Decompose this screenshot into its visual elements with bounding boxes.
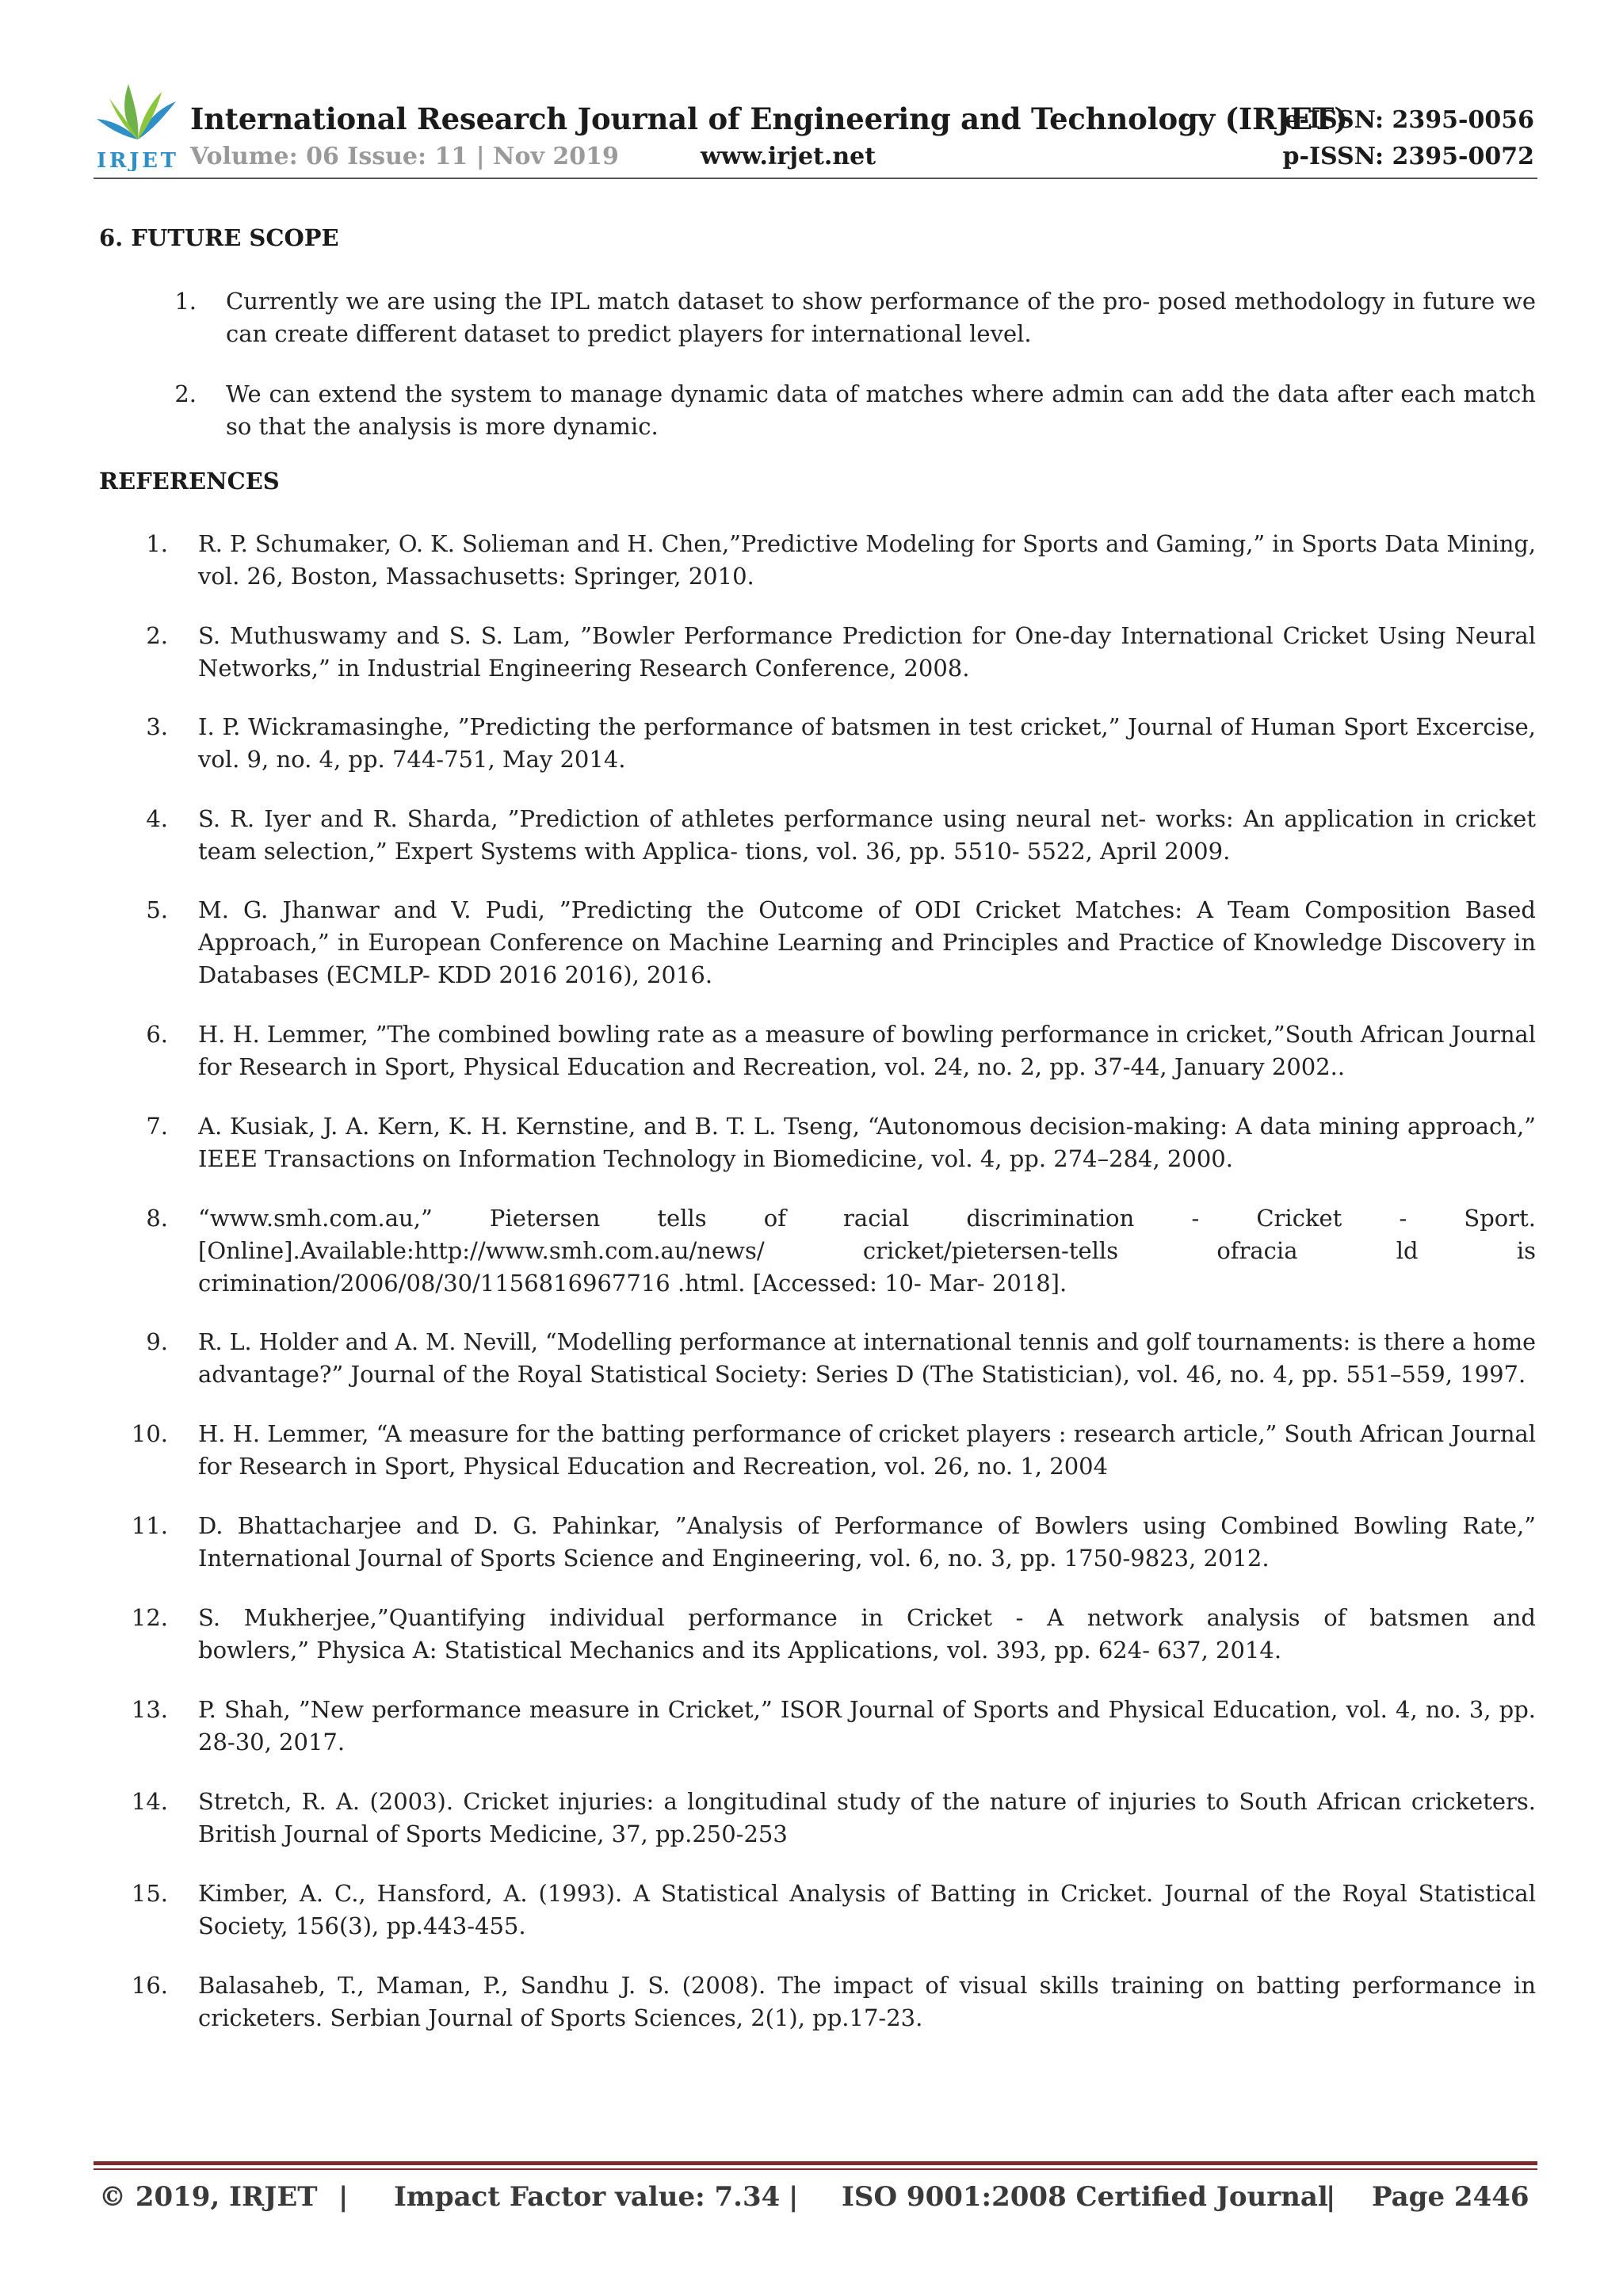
- reference-item-line: Society, 156(3), pp.443-455.: [198, 1912, 526, 1939]
- reference-item-line: vol. 9, no. 4, pp. 744-751, May 2014.: [198, 746, 626, 773]
- reference-item-line: H. H. Lemmer, “A measure for the batting performance of cricket players : research article,” South African Journal: [198, 1420, 1537, 1447]
- reference-item-line: D. Bhattacharjee and D. G. Pahinkar, ”Analysis of Performance of Bowlers using Combined Bowling Rate,”: [198, 1512, 1536, 1539]
- future-scope-item-number: 2.: [174, 380, 197, 407]
- reference-item-line: cricketers. Serbian Journal of Sports Sciences, 2(1), pp.17-23.: [198, 2004, 923, 2031]
- reference-item-number: 12.: [131, 1604, 168, 1631]
- reference-item-line: Stretch, R. A. (2003). Cricket injuries: a longitudinal study of the nature of injuries to South African cricketers.: [198, 1788, 1536, 1815]
- journal-website: www.irjet.net: [701, 143, 876, 170]
- journal-footer: [99, 2181, 1537, 2221]
- reference-item-number: 14.: [131, 1788, 168, 1815]
- reference-item-number: 11.: [131, 1512, 168, 1539]
- reference-item-line: bowlers,” Physica A: Statistical Mechanics and its Applications, vol. 393, pp. 624- 637, 2014.: [198, 1637, 1282, 1664]
- reference-item-line: IEEE Transactions on Information Technology in Biomedicine, vol. 4, pp. 274–284, 2000.: [198, 1145, 1233, 1172]
- footer-separator: |: [1326, 2181, 1336, 2213]
- reference-item-line: Approach,” in European Conference on Machine Learning and Principles and Practice of Knowledge Discovery in: [198, 929, 1536, 956]
- reference-item-number: 1.: [146, 530, 168, 557]
- reference-item-line: British Journal of Sports Medicine, 37, pp.250-253: [198, 1820, 788, 1847]
- reference-item-line: P. Shah, ”New performance measure in Cricket,” ISOR Journal of Sports and Physical Education, vol. 4, no. 3, pp.: [198, 1696, 1536, 1723]
- e-issn: e-ISSN: 2395-0056: [1284, 106, 1534, 134]
- reference-item-number: 13.: [131, 1696, 168, 1723]
- footer-copyright: © 2019, IRJET: [99, 2181, 318, 2213]
- reference-item-line: H. H. Lemmer, ”The combined bowling rate as a measure of bowling performance in cricket,”South African Journal: [198, 1021, 1536, 1048]
- footer-divider: [94, 2161, 1537, 2165]
- reference-item-line: S. Muthuswamy and S. S. Lam, ”Bowler Performance Prediction for One-day International Cricket Using Neural: [198, 622, 1536, 649]
- future-scope-item-line: can create different dataset to predict players for international level.: [226, 320, 1032, 347]
- references-heading: REFERENCES: [99, 468, 280, 495]
- reference-item-line: 28-30, 2017.: [198, 1729, 346, 1755]
- reference-item-line: S. Mukherjee,”Quantifying individual performance in Cricket - A network analysis of batsmen and: [198, 1604, 1536, 1631]
- reference-item-line: vol. 26, Boston, Massachusetts: Springer, 2010.: [198, 563, 754, 590]
- reference-item-line: S. R. Iyer and R. Sharda, ”Prediction of athletes performance using neural net- works: An application in cricket: [198, 805, 1536, 832]
- reference-item-number: 15.: [131, 1880, 168, 1907]
- reference-item-number: 8.: [146, 1205, 168, 1232]
- reference-item-line: I. P. Wickramasinghe, ”Predicting the performance of batsmen in test cricket,” Journal of Human Sport Excercise,: [198, 713, 1536, 740]
- future-scope-item-line: Currently we are using the IPL match dataset to show performance of the pro- posed methodology in future we: [226, 288, 1536, 315]
- reference-item-number: 7.: [146, 1113, 168, 1140]
- footer-impact-factor: Impact Factor value: 7.34: [394, 2181, 781, 2213]
- reference-item-line: Networks,” in Industrial Engineering Research Conference, 2008.: [198, 655, 970, 682]
- reference-item-number: 3.: [146, 713, 168, 740]
- reference-item-line: [Online].Available:http://www.smh.com.au/news/ cricket/pietersen-tells ofracia ld is: [198, 1237, 1536, 1264]
- reference-item-line: for Research in Sport, Physical Education and Recreation, vol. 24, no. 2, pp. 37-44, January 2002..: [198, 1053, 1346, 1080]
- reference-item-line: for Research in Sport, Physical Education and Recreation, vol. 26, no. 1, 2004: [198, 1453, 1109, 1480]
- reference-item-number: 10.: [131, 1420, 168, 1447]
- volume-issue: Volume: 06 Issue: 11 | Nov 2019: [190, 143, 619, 170]
- reference-item-number: 6.: [146, 1021, 168, 1048]
- footer-page-number: Page 2446: [1372, 2181, 1529, 2213]
- header-divider: [94, 178, 1537, 179]
- reference-item-line: Databases (ECMLP- KDD 2016 2016), 2016.: [198, 961, 713, 988]
- reference-item-number: 9.: [146, 1328, 168, 1355]
- journal-title: International Research Journal of Engineering and Technology (IRJET): [190, 101, 1348, 136]
- reference-item-line: A. Kusiak, J. A. Kern, K. H. Kernstine, and B. T. L. Tseng, “Autonomous decision-making: A data mining approach,”: [198, 1113, 1536, 1140]
- reference-item-line: Balasaheb, T., Maman, P., Sandhu J. S. (2008). The impact of visual skills training on batting performance in: [198, 1972, 1536, 1999]
- irjet-logo: [94, 78, 182, 171]
- future-scope-heading: 6. FUTURE SCOPE: [99, 224, 339, 251]
- reference-item-number: 2.: [146, 622, 168, 649]
- logo-text: IRJET: [97, 149, 176, 171]
- reference-item-line: team selection,” Expert Systems with Applica- tions, vol. 36, pp. 5510- 5522, April 2009.: [198, 838, 1231, 865]
- reference-item-number: 16.: [131, 1972, 168, 1999]
- reference-item-number: 5.: [146, 896, 168, 923]
- reference-item-line: M. G. Jhanwar and V. Pudi, ”Predicting the Outcome of ODI Cricket Matches: A Team Composition Based: [198, 896, 1536, 923]
- reference-item-line: “www.smh.com.au,” Pietersen tells of racial discrimination - Cricket - Sport.: [198, 1205, 1536, 1232]
- footer-separator: |: [338, 2181, 349, 2213]
- future-scope-item-number: 1.: [174, 288, 197, 315]
- p-issn: p-ISSN: 2395-0072: [1282, 143, 1534, 170]
- reference-item-number: 4.: [146, 805, 168, 832]
- reference-item-line: R. L. Holder and A. M. Nevill, “Modelling performance at international tennis and golf tournaments: is there a home: [198, 1328, 1537, 1355]
- future-scope-item-line: so that the analysis is more dynamic.: [226, 413, 659, 440]
- future-scope-item-line: We can extend the system to manage dynamic data of matches where admin can add the data after each match: [226, 380, 1536, 407]
- footer-divider-thin: [94, 2168, 1537, 2170]
- reference-item-line: R. P. Schumaker, O. K. Solieman and H. Chen,”Predictive Modeling for Sports and Gaming,” in Sports Data Mining,: [198, 530, 1537, 557]
- footer-iso: ISO 9001:2008 Certified Journal: [842, 2181, 1328, 2213]
- reference-item-line: Kimber, A. C., Hansford, A. (1993). A Statistical Analysis of Batting in Cricket. Journal of the Royal Statistical: [198, 1880, 1536, 1907]
- footer-separator: |: [789, 2181, 799, 2213]
- reference-item-line: advantage?” Journal of the Royal Statistical Society: Series D (The Statistician), vol. 46, no. 4, pp. 551–559, 1997.: [198, 1361, 1526, 1388]
- reference-item-line: International Journal of Sports Science and Engineering, vol. 6, no. 3, pp. 1750-9823, 2012.: [198, 1545, 1270, 1572]
- reference-item-line: crimination/2006/08/30/1156816967716 .html. [Accessed: 10- Mar- 2018].: [198, 1270, 1067, 1297]
- journal-header: [94, 78, 1537, 179]
